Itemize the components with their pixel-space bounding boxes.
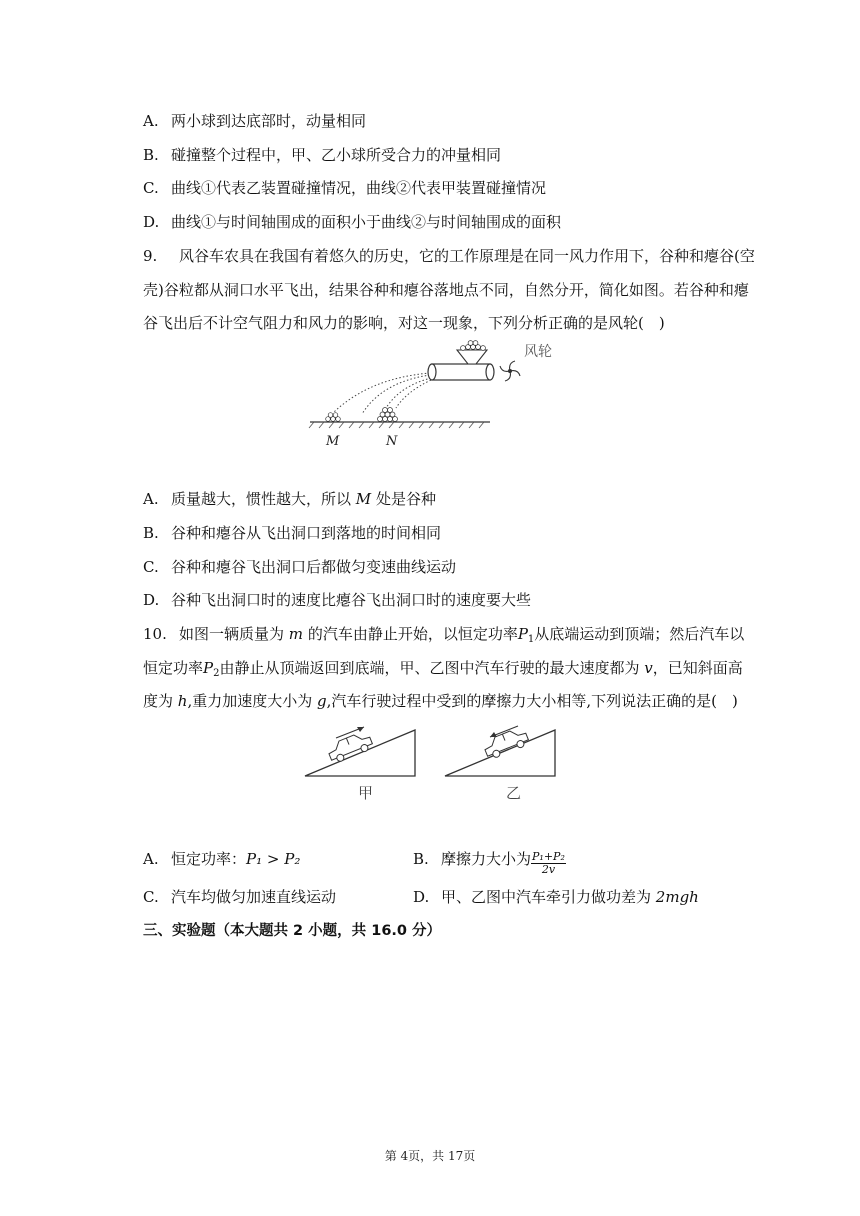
q10-option-c <box>143 887 336 907</box>
option-letter: C. <box>143 558 159 576</box>
fraction-numerator: P₁+P₂ <box>532 850 565 863</box>
stem-text: 的汽车由静止开始，以恒定功率 <box>307 625 518 643</box>
stem-text: 从底端运动到顶端；然后汽车以 <box>534 625 745 643</box>
var-h: h <box>177 692 188 710</box>
option-letter: B. <box>413 850 429 868</box>
winnowing-figure <box>300 340 560 450</box>
stem-text: 度为 <box>143 692 174 710</box>
option-letter: B. <box>143 146 159 164</box>
wind-wheel-label: 风轮 <box>524 344 552 360</box>
stem-text: 风谷车农具在我国有着悠久的历史，它的工作原理是在同一风力作用下，谷种和瘪谷(空 <box>179 247 755 265</box>
friction-fraction <box>531 851 566 876</box>
option-text-after: 处是谷种 <box>375 490 436 508</box>
q10-stem-line3 <box>143 691 738 711</box>
stem-text: ，已知斜面高 <box>652 659 743 677</box>
option-letter: A. <box>143 490 159 508</box>
option-text: 恒定功率： <box>171 850 247 868</box>
option-text: 曲线①代表乙装置碰撞情况，曲线②代表甲装置碰撞情况 <box>171 179 547 197</box>
var-p1 <box>518 625 534 643</box>
option-letter: A. <box>143 112 159 130</box>
option-letter: A. <box>143 850 159 868</box>
stem-text: 由静止从顶端返回到底端，甲、乙图中汽车行驶的最大速度都为 <box>219 659 640 677</box>
q10-stem-line2 <box>143 658 743 684</box>
q8-option-d <box>143 212 561 232</box>
option-text: 质量越大，惯性越大，所以 <box>171 490 352 508</box>
var-v: v <box>644 659 653 677</box>
q9-option-b <box>143 523 441 543</box>
option-text: 谷种和瘪谷从飞出洞口到落地的时间相同 <box>171 524 442 542</box>
q9-stem-line1 <box>143 246 755 266</box>
figure-label-right: 乙 <box>506 784 522 802</box>
option-letter: D. <box>143 213 160 231</box>
option-text: 摩擦力大小为 <box>441 850 532 868</box>
section-heading: 三、实验题（本大题共 2 小题，共 16.0 分） <box>143 923 442 939</box>
var-g: g <box>317 692 327 710</box>
figure-label-left: 甲 <box>358 784 374 802</box>
option-letter: D. <box>413 888 430 906</box>
var-p2 <box>203 659 219 677</box>
q8-option-c <box>143 178 546 198</box>
option-text: 曲线①与时间轴围成的面积小于曲线②与时间轴围成的面积 <box>171 213 562 231</box>
stem-text: 如图一辆质量为 <box>179 625 285 643</box>
option-math: 2mgh <box>655 888 699 906</box>
p-subscript: 1 <box>527 634 535 645</box>
option-text: 谷种飞出洞口时的速度比瘪谷飞出洞口时的速度要大些 <box>171 591 532 609</box>
incline-figure <box>300 720 560 810</box>
q9-stem-line3: 谷飞出后不计空气阻力和风力的影响，对这一现象，下列分析正确的是风轮( ) <box>143 314 665 332</box>
q9-option-d <box>143 590 531 610</box>
question-number: 9. <box>143 247 158 265</box>
q10-option-d <box>413 887 699 907</box>
stem-text: 恒定功率 <box>143 659 204 677</box>
option-text: 两小球到达底部时，动量相同 <box>171 112 367 130</box>
option-text: 甲、乙图中汽车牵引力做功差为 <box>441 888 652 906</box>
point-m-label: M <box>326 434 340 449</box>
option-var: M <box>355 490 372 508</box>
question-number: 10. <box>143 625 167 643</box>
option-letter: C. <box>143 179 159 197</box>
option-text: 谷种和瘪谷飞出洞口后都做匀变速曲线运动 <box>171 558 457 576</box>
option-math: P₁ > P₂ <box>246 850 301 868</box>
var-m: m <box>288 625 304 643</box>
q10-option-b <box>413 849 566 876</box>
stem-text: ,汽车行驶过程中受到的摩擦力大小相等,下列说法正确的是( ) <box>326 692 738 710</box>
option-letter: D. <box>143 591 160 609</box>
q9-option-a <box>143 489 436 509</box>
q10-stem-line1 <box>143 624 744 650</box>
p-symbol: P <box>517 625 528 643</box>
option-letter: C. <box>143 888 159 906</box>
fraction-denominator: 2v <box>541 863 556 876</box>
q8-option-b <box>143 145 501 165</box>
p-symbol: P <box>203 659 214 677</box>
q10-option-a <box>143 849 300 869</box>
point-n-label: N <box>386 434 398 449</box>
stem-text: ,重力加速度大小为 <box>187 692 313 710</box>
q9-option-c <box>143 557 456 577</box>
q9-stem-line2: 壳)谷粒都从洞口水平飞出，结果谷种和瘪谷落地点不同，自然分开，简化如图。若谷种和瘪 <box>143 281 749 299</box>
option-text: 汽车均做匀加速直线运动 <box>171 888 337 906</box>
option-letter: B. <box>143 524 159 542</box>
q8-option-a <box>143 111 366 131</box>
option-text: 碰撞整个过程中，甲、乙小球所受合力的冲量相同 <box>171 146 502 164</box>
p-subscript: 2 <box>213 668 220 679</box>
page-footer: 第 4页，共 17页 <box>384 1149 476 1163</box>
